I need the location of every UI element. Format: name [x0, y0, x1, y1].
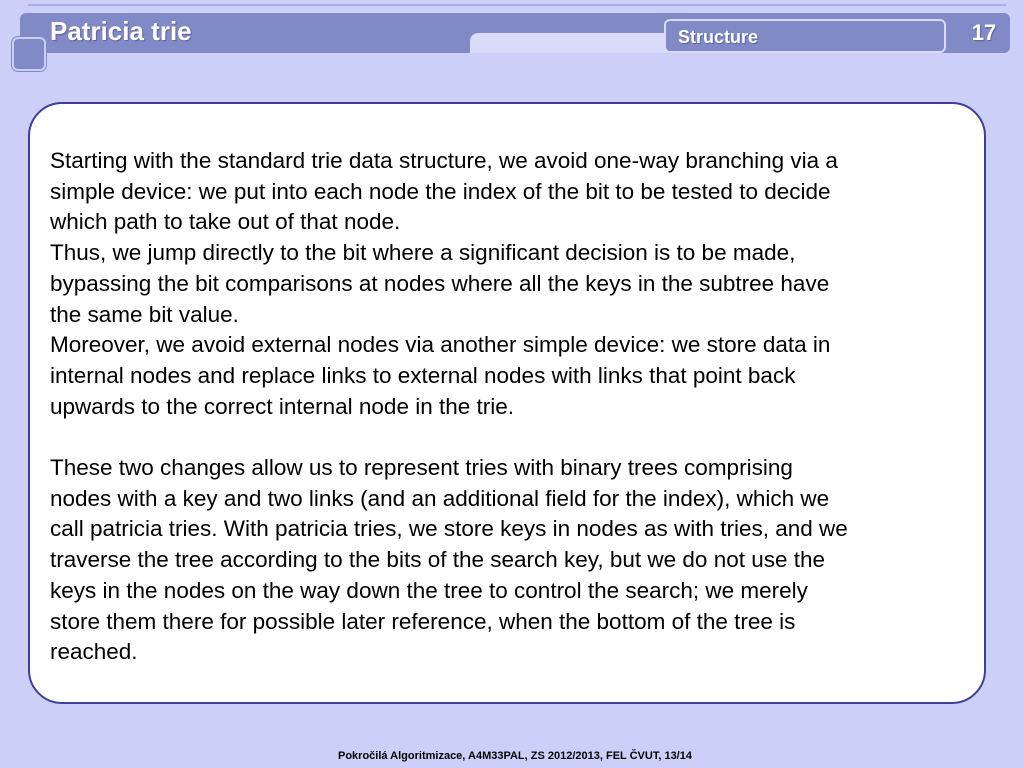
- section-label: Structure: [678, 27, 759, 47]
- tab-notch: [470, 33, 670, 53]
- page-number: 17: [971, 20, 997, 45]
- corner-decoration: [12, 37, 46, 71]
- footer-text: Pokročilá Algoritmizace, A4M33PAL, ZS 2012/2013, FEL ČVUT, 13/14: [338, 750, 692, 762]
- body-text: Starting with the standard trie data structure, we avoid one-way branching via a simple device: we put into each node the index of the bit to be tested to decide which path to take out of that node. Thus, we jump directly to the bit where a significant decision is to be made, bypassing the bit comparisons at nodes where all the keys in the subtree have the same bit value. Moreover, we avoid external nodes via another simple device: we store data in internal nodes and replace links to external nodes with links that point back upwards to the correct internal node in the trie. These two changes allow us to represent tries with binary trees comprising nodes with a key and two links (and an additional field for the index), which we call patricia tries. With patricia tries, we store keys in nodes as with tries, and we traverse the tree according to the bits of the search key, but we do not use the keys in the nodes on the way down the tree to control the search; we merely store them there for possible later reference, when the bottom of the tree is reached.: [50, 148, 848, 665]
- slide-title: Patricia trie: [50, 16, 192, 46]
- content-box: [28, 102, 986, 704]
- section-tab: [664, 19, 946, 53]
- title-bar-highlight: [28, 4, 1006, 6]
